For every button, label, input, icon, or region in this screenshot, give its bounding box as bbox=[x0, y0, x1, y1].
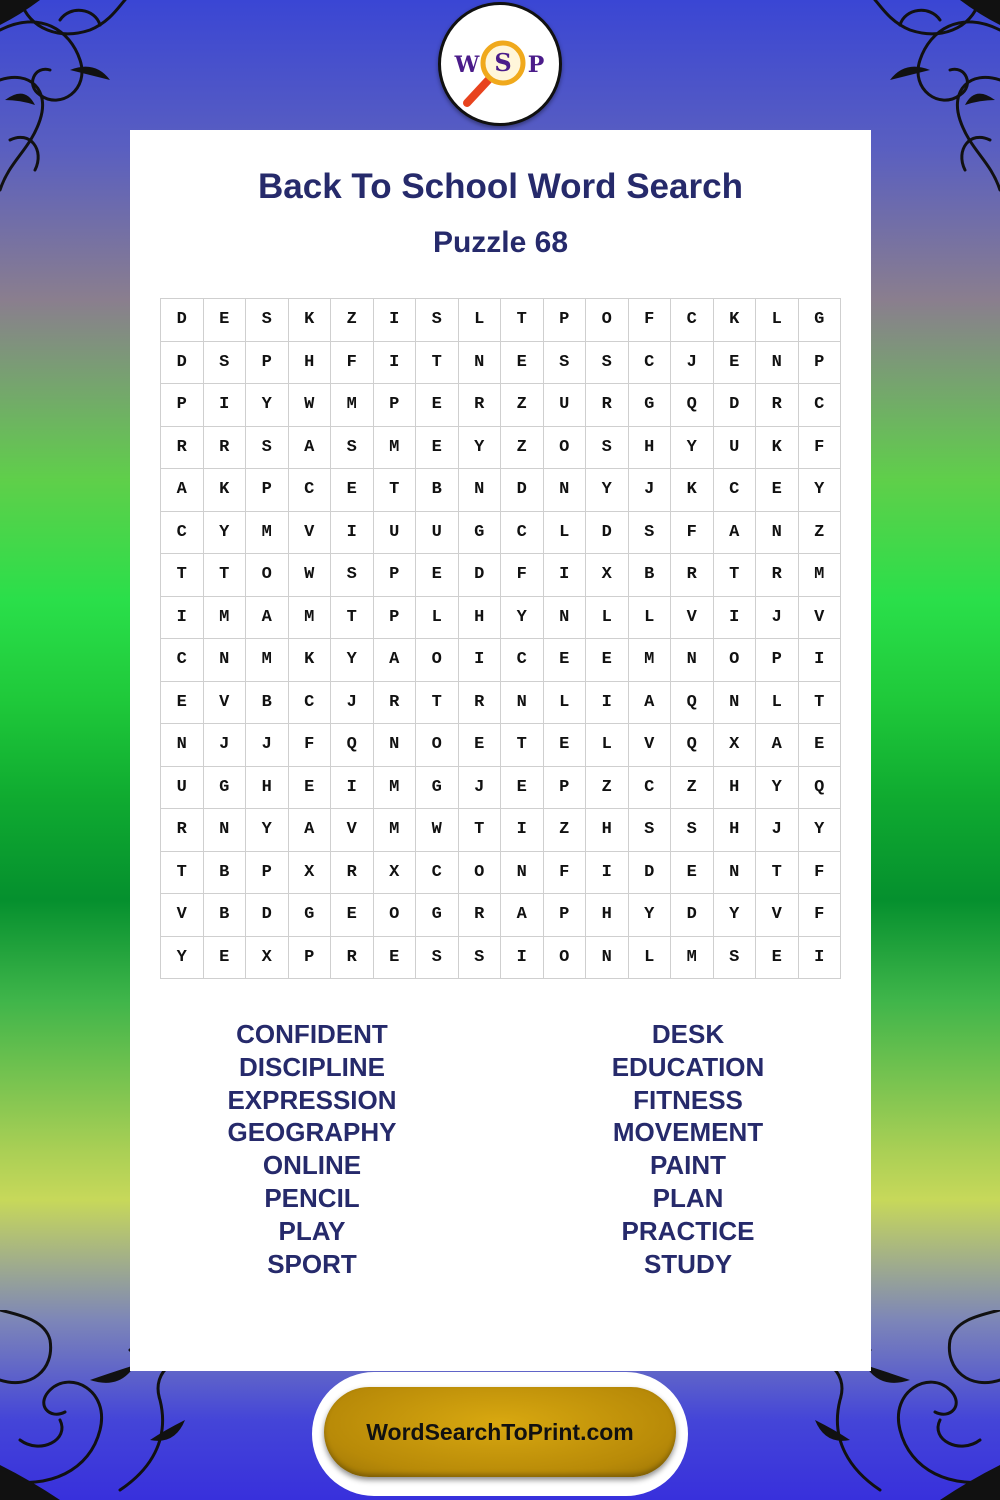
grid-cell[interactable]: S bbox=[459, 937, 502, 980]
grid-cell[interactable]: C bbox=[714, 469, 757, 512]
grid-cell[interactable]: L bbox=[586, 597, 629, 640]
grid-cell[interactable]: B bbox=[204, 894, 247, 937]
grid-cell[interactable]: P bbox=[799, 342, 842, 385]
grid-cell[interactable]: N bbox=[501, 852, 544, 895]
grid-cell[interactable]: A bbox=[161, 469, 204, 512]
grid-cell[interactable]: N bbox=[161, 724, 204, 767]
grid-cell[interactable]: I bbox=[459, 639, 502, 682]
grid-cell[interactable]: I bbox=[161, 597, 204, 640]
grid-cell[interactable]: Q bbox=[671, 682, 714, 725]
grid-cell[interactable]: E bbox=[756, 469, 799, 512]
grid-cell[interactable]: F bbox=[799, 894, 842, 937]
grid-cell[interactable]: N bbox=[714, 852, 757, 895]
grid-cell[interactable]: L bbox=[416, 597, 459, 640]
grid-cell[interactable]: I bbox=[331, 767, 374, 810]
grid-cell[interactable]: L bbox=[544, 512, 587, 555]
grid-cell[interactable]: G bbox=[459, 512, 502, 555]
grid-cell[interactable]: Y bbox=[459, 427, 502, 470]
grid-cell[interactable]: H bbox=[246, 767, 289, 810]
grid-cell[interactable]: Y bbox=[586, 469, 629, 512]
grid-cell[interactable]: O bbox=[544, 427, 587, 470]
word-list-item: EXPRESSION bbox=[227, 1084, 397, 1115]
grid-cell[interactable]: E bbox=[544, 639, 587, 682]
grid-cell[interactable]: H bbox=[629, 427, 672, 470]
grid-cell[interactable]: E bbox=[374, 937, 417, 980]
word-list-item: GEOGRAPHY bbox=[227, 1117, 397, 1148]
word-list-item: MOVEMENT bbox=[612, 1117, 764, 1148]
grid-cell[interactable]: T bbox=[501, 299, 544, 342]
grid-cell[interactable]: V bbox=[331, 809, 374, 852]
grid-cell[interactable]: Y bbox=[756, 767, 799, 810]
grid-cell[interactable]: Y bbox=[501, 597, 544, 640]
grid-cell[interactable]: R bbox=[459, 384, 502, 427]
grid-cell[interactable]: Y bbox=[161, 937, 204, 980]
grid-cell[interactable]: M bbox=[374, 809, 417, 852]
grid-cell[interactable]: F bbox=[629, 299, 672, 342]
grid-cell[interactable]: N bbox=[544, 469, 587, 512]
grid-cell[interactable]: N bbox=[204, 809, 247, 852]
grid-cell[interactable]: E bbox=[161, 682, 204, 725]
grid-cell[interactable]: O bbox=[246, 554, 289, 597]
grid-cell[interactable]: C bbox=[799, 384, 842, 427]
grid-cell[interactable]: M bbox=[374, 767, 417, 810]
grid-cell[interactable]: T bbox=[714, 554, 757, 597]
grid-cell[interactable]: C bbox=[161, 639, 204, 682]
grid-cell[interactable]: C bbox=[629, 767, 672, 810]
grid-cell[interactable]: S bbox=[671, 809, 714, 852]
grid-cell[interactable]: P bbox=[246, 342, 289, 385]
grid-cell[interactable]: E bbox=[331, 894, 374, 937]
grid-cell[interactable]: E bbox=[204, 299, 247, 342]
grid-cell[interactable]: D bbox=[161, 342, 204, 385]
grid-cell[interactable]: K bbox=[756, 427, 799, 470]
grid-cell[interactable]: K bbox=[204, 469, 247, 512]
grid-cell[interactable]: T bbox=[374, 469, 417, 512]
grid-cell[interactable]: I bbox=[374, 342, 417, 385]
grid-cell[interactable]: R bbox=[331, 937, 374, 980]
grid-cell[interactable]: A bbox=[289, 427, 332, 470]
grid-cell[interactable]: J bbox=[459, 767, 502, 810]
grid-cell[interactable]: W bbox=[416, 809, 459, 852]
grid-cell[interactable]: Z bbox=[671, 767, 714, 810]
grid-cell[interactable]: C bbox=[629, 342, 672, 385]
grid-cell[interactable]: T bbox=[331, 597, 374, 640]
grid-cell[interactable]: D bbox=[671, 894, 714, 937]
grid-cell[interactable]: V bbox=[204, 682, 247, 725]
grid-cell[interactable]: Z bbox=[331, 299, 374, 342]
grid-cell[interactable]: Y bbox=[331, 639, 374, 682]
grid-cell[interactable]: N bbox=[204, 639, 247, 682]
grid-cell[interactable]: S bbox=[246, 427, 289, 470]
word-list-item: SPORT bbox=[267, 1248, 357, 1279]
grid-cell[interactable]: N bbox=[756, 342, 799, 385]
grid-cell[interactable]: K bbox=[714, 299, 757, 342]
grid-cell[interactable]: S bbox=[416, 937, 459, 980]
site-link-label: WordSearchToPrint.com bbox=[366, 1418, 634, 1445]
grid-cell[interactable]: I bbox=[586, 852, 629, 895]
grid-cell[interactable]: E bbox=[671, 852, 714, 895]
grid-cell[interactable]: L bbox=[459, 299, 502, 342]
letter-grid[interactable] bbox=[160, 298, 841, 979]
grid-cell[interactable]: L bbox=[629, 597, 672, 640]
ornament-corner-top-right bbox=[860, 0, 1000, 200]
grid-cell[interactable]: M bbox=[204, 597, 247, 640]
ornament-corner-top-left bbox=[0, 0, 140, 200]
grid-cell[interactable]: P bbox=[544, 894, 587, 937]
grid-cell[interactable]: W bbox=[289, 384, 332, 427]
grid-cell[interactable]: N bbox=[544, 597, 587, 640]
grid-cell[interactable]: E bbox=[799, 724, 842, 767]
grid-cell[interactable]: R bbox=[756, 384, 799, 427]
grid-cell[interactable]: N bbox=[374, 724, 417, 767]
grid-cell[interactable]: G bbox=[204, 767, 247, 810]
grid-cell[interactable]: D bbox=[714, 384, 757, 427]
grid-cell[interactable]: F bbox=[289, 724, 332, 767]
grid-cell[interactable]: L bbox=[629, 937, 672, 980]
grid-cell[interactable]: I bbox=[204, 384, 247, 427]
word-list-item: STUDY bbox=[643, 1248, 733, 1279]
grid-cell[interactable]: G bbox=[799, 299, 842, 342]
grid-cell[interactable]: J bbox=[204, 724, 247, 767]
magnifier-icon bbox=[441, 5, 559, 123]
grid-cell[interactable]: A bbox=[374, 639, 417, 682]
grid-cell[interactable]: O bbox=[544, 937, 587, 980]
grid-cell[interactable]: H bbox=[586, 809, 629, 852]
grid-cell[interactable]: X bbox=[714, 724, 757, 767]
grid-cell[interactable]: R bbox=[331, 852, 374, 895]
grid-cell[interactable]: B bbox=[629, 554, 672, 597]
word-list-item: PLAY bbox=[278, 1215, 346, 1246]
word-list-right bbox=[558, 1018, 818, 1280]
grid-cell[interactable]: G bbox=[416, 767, 459, 810]
grid-cell[interactable]: M bbox=[374, 427, 417, 470]
grid-cell[interactable]: X bbox=[246, 937, 289, 980]
grid-cell[interactable]: R bbox=[459, 894, 502, 937]
grid-cell[interactable]: T bbox=[204, 554, 247, 597]
grid-cell[interactable]: J bbox=[331, 682, 374, 725]
grid-cell[interactable]: I bbox=[544, 554, 587, 597]
grid-cell[interactable]: J bbox=[756, 597, 799, 640]
grid-cell[interactable]: A bbox=[289, 809, 332, 852]
grid-cell[interactable]: F bbox=[331, 342, 374, 385]
grid-cell[interactable]: J bbox=[629, 469, 672, 512]
grid-cell[interactable]: M bbox=[671, 937, 714, 980]
grid-cell[interactable]: N bbox=[586, 937, 629, 980]
grid-cell[interactable]: E bbox=[331, 469, 374, 512]
grid-cell[interactable]: H bbox=[586, 894, 629, 937]
grid-cell[interactable]: G bbox=[629, 384, 672, 427]
grid-cell[interactable]: A bbox=[501, 894, 544, 937]
word-list-item: DISCIPLINE bbox=[239, 1051, 385, 1082]
grid-cell[interactable]: D bbox=[459, 554, 502, 597]
grid-cell[interactable]: R bbox=[204, 427, 247, 470]
grid-cell[interactable]: I bbox=[799, 639, 842, 682]
grid-cell[interactable]: H bbox=[289, 342, 332, 385]
grid-cell[interactable]: I bbox=[714, 597, 757, 640]
logo-letter-p: P bbox=[527, 52, 545, 78]
word-list-item: PLAN bbox=[652, 1182, 724, 1213]
grid-cell[interactable]: E bbox=[416, 384, 459, 427]
grid-cell[interactable]: R bbox=[586, 384, 629, 427]
grid-cell[interactable]: S bbox=[331, 427, 374, 470]
grid-cell[interactable]: H bbox=[714, 767, 757, 810]
puzzle-number: Puzzle 68 bbox=[432, 226, 569, 259]
grid-cell[interactable]: N bbox=[671, 639, 714, 682]
grid-cell[interactable]: S bbox=[714, 937, 757, 980]
grid-cell[interactable]: S bbox=[204, 342, 247, 385]
grid-cell[interactable]: C bbox=[289, 682, 332, 725]
grid-cell[interactable]: Z bbox=[501, 427, 544, 470]
grid-cell[interactable]: F bbox=[671, 512, 714, 555]
grid-cell[interactable]: S bbox=[586, 427, 629, 470]
grid-cell[interactable]: F bbox=[544, 852, 587, 895]
grid-cell[interactable]: P bbox=[756, 639, 799, 682]
grid-cell[interactable]: Q bbox=[799, 767, 842, 810]
grid-cell[interactable]: M bbox=[289, 597, 332, 640]
grid-cell[interactable]: S bbox=[246, 299, 289, 342]
grid-cell[interactable]: T bbox=[416, 342, 459, 385]
grid-cell[interactable]: O bbox=[374, 894, 417, 937]
word-list-item: PAINT bbox=[649, 1150, 727, 1181]
grid-cell[interactable]: B bbox=[246, 682, 289, 725]
grid-cell[interactable]: W bbox=[289, 554, 332, 597]
word-list-item: PRACTICE bbox=[621, 1215, 755, 1246]
grid-cell[interactable]: O bbox=[416, 639, 459, 682]
logo-letter-w: W bbox=[454, 52, 480, 78]
grid-cell[interactable]: E bbox=[501, 767, 544, 810]
grid-cell[interactable]: B bbox=[416, 469, 459, 512]
grid-cell[interactable]: O bbox=[416, 724, 459, 767]
word-list-item: FITNESS bbox=[633, 1084, 743, 1115]
word-list-item: PENCIL bbox=[264, 1182, 360, 1213]
grid-cell[interactable]: K bbox=[289, 639, 332, 682]
grid-cell[interactable]: Z bbox=[544, 809, 587, 852]
grid-cell[interactable]: Y bbox=[246, 809, 289, 852]
grid-cell[interactable]: T bbox=[416, 682, 459, 725]
grid-cell[interactable]: L bbox=[586, 724, 629, 767]
grid-cell[interactable]: Y bbox=[799, 809, 842, 852]
grid-cell[interactable]: M bbox=[246, 639, 289, 682]
grid-cell[interactable]: D bbox=[586, 512, 629, 555]
grid-cell[interactable]: R bbox=[756, 554, 799, 597]
grid-cell[interactable]: Y bbox=[671, 427, 714, 470]
grid-cell[interactable]: T bbox=[799, 682, 842, 725]
grid-cell[interactable]: A bbox=[714, 512, 757, 555]
grid-cell[interactable]: D bbox=[629, 852, 672, 895]
grid-cell[interactable]: E bbox=[544, 724, 587, 767]
grid-cell[interactable]: P bbox=[161, 384, 204, 427]
grid-cell[interactable]: E bbox=[586, 639, 629, 682]
word-list-item: CONFIDENT bbox=[236, 1019, 388, 1049]
grid-cell[interactable]: J bbox=[756, 809, 799, 852]
grid-cell[interactable]: T bbox=[501, 724, 544, 767]
grid-cell[interactable]: I bbox=[331, 512, 374, 555]
grid-cell[interactable]: J bbox=[671, 342, 714, 385]
grid-cell[interactable]: I bbox=[799, 937, 842, 980]
grid-cell[interactable]: G bbox=[416, 894, 459, 937]
grid-cell[interactable]: T bbox=[161, 554, 204, 597]
grid-cell[interactable]: F bbox=[501, 554, 544, 597]
grid-cell[interactable]: U bbox=[161, 767, 204, 810]
grid-cell[interactable]: P bbox=[374, 597, 417, 640]
grid-cell[interactable]: Q bbox=[671, 384, 714, 427]
grid-cell[interactable]: S bbox=[544, 342, 587, 385]
grid-cell[interactable]: I bbox=[501, 809, 544, 852]
grid-cell[interactable]: A bbox=[756, 724, 799, 767]
page-title: Back To School Word Search bbox=[258, 167, 743, 206]
grid-cell[interactable]: M bbox=[246, 512, 289, 555]
grid-cell[interactable]: D bbox=[161, 299, 204, 342]
grid-cell[interactable]: H bbox=[714, 809, 757, 852]
grid-cell[interactable]: Z bbox=[799, 512, 842, 555]
grid-cell[interactable]: O bbox=[459, 852, 502, 895]
grid-cell[interactable]: V bbox=[161, 894, 204, 937]
grid-cell[interactable]: D bbox=[246, 894, 289, 937]
grid-cell[interactable]: Z bbox=[501, 384, 544, 427]
grid-cell[interactable]: C bbox=[416, 852, 459, 895]
grid-cell[interactable]: F bbox=[799, 427, 842, 470]
grid-cell[interactable]: S bbox=[629, 809, 672, 852]
grid-cell[interactable]: K bbox=[671, 469, 714, 512]
grid-cell[interactable]: T bbox=[756, 852, 799, 895]
grid-cell[interactable]: Y bbox=[246, 384, 289, 427]
logo-letter-s: S bbox=[494, 48, 512, 77]
grid-cell[interactable]: B bbox=[204, 852, 247, 895]
grid-cell[interactable]: Q bbox=[331, 724, 374, 767]
site-link-button[interactable] bbox=[324, 1387, 676, 1477]
grid-cell[interactable]: R bbox=[374, 682, 417, 725]
grid-cell[interactable]: M bbox=[629, 639, 672, 682]
grid-cell[interactable]: V bbox=[289, 512, 332, 555]
grid-cell[interactable]: Q bbox=[671, 724, 714, 767]
grid-cell[interactable]: P bbox=[246, 852, 289, 895]
grid-cell[interactable]: O bbox=[586, 299, 629, 342]
grid-cell[interactable]: U bbox=[374, 512, 417, 555]
grid-cell[interactable]: E bbox=[756, 937, 799, 980]
grid-cell[interactable]: P bbox=[289, 937, 332, 980]
grid-cell[interactable]: K bbox=[289, 299, 332, 342]
puzzle-panel bbox=[130, 130, 871, 1371]
grid-cell[interactable]: M bbox=[331, 384, 374, 427]
grid-cell[interactable]: Z bbox=[586, 767, 629, 810]
grid-cell[interactable]: V bbox=[756, 894, 799, 937]
grid-cell[interactable]: I bbox=[501, 937, 544, 980]
grid-cell[interactable]: C bbox=[161, 512, 204, 555]
grid-cell[interactable]: N bbox=[756, 512, 799, 555]
grid-cell[interactable]: R bbox=[161, 809, 204, 852]
grid-cell[interactable]: N bbox=[459, 469, 502, 512]
grid-cell[interactable]: X bbox=[374, 852, 417, 895]
grid-cell[interactable]: F bbox=[799, 852, 842, 895]
grid-cell[interactable]: G bbox=[289, 894, 332, 937]
grid-cell[interactable]: V bbox=[671, 597, 714, 640]
grid-cell[interactable]: V bbox=[799, 597, 842, 640]
grid-cell[interactable]: L bbox=[544, 682, 587, 725]
grid-cell[interactable]: C bbox=[501, 512, 544, 555]
grid-cell[interactable]: Y bbox=[204, 512, 247, 555]
grid-cell[interactable]: U bbox=[714, 427, 757, 470]
grid-cell[interactable]: I bbox=[374, 299, 417, 342]
grid-cell[interactable]: E bbox=[204, 937, 247, 980]
grid-cell[interactable]: V bbox=[629, 724, 672, 767]
grid-cell[interactable]: E bbox=[416, 554, 459, 597]
grid-cell[interactable]: C bbox=[501, 639, 544, 682]
word-list-item: EDUCATION bbox=[611, 1051, 765, 1082]
grid-cell[interactable]: E bbox=[289, 767, 332, 810]
grid-cell[interactable]: E bbox=[501, 342, 544, 385]
grid-cell[interactable]: U bbox=[544, 384, 587, 427]
grid-cell[interactable]: J bbox=[246, 724, 289, 767]
grid-cell[interactable]: A bbox=[629, 682, 672, 725]
word-list-left bbox=[182, 1018, 442, 1280]
grid-cell[interactable]: S bbox=[586, 342, 629, 385]
grid-cell[interactable]: L bbox=[756, 682, 799, 725]
word-list-item: ONLINE bbox=[262, 1150, 362, 1181]
grid-cell[interactable]: N bbox=[501, 682, 544, 725]
grid-cell[interactable]: X bbox=[586, 554, 629, 597]
grid-cell[interactable]: D bbox=[501, 469, 544, 512]
grid-cell[interactable]: T bbox=[161, 852, 204, 895]
grid-cell[interactable]: N bbox=[714, 682, 757, 725]
grid-cell[interactable]: O bbox=[714, 639, 757, 682]
grid-cell[interactable]: C bbox=[671, 299, 714, 342]
grid-cell[interactable]: R bbox=[671, 554, 714, 597]
grid-cell[interactable]: Y bbox=[629, 894, 672, 937]
grid-cell[interactable]: S bbox=[629, 512, 672, 555]
grid-cell[interactable]: P bbox=[544, 767, 587, 810]
grid-cell[interactable]: A bbox=[246, 597, 289, 640]
grid-cell[interactable]: S bbox=[416, 299, 459, 342]
grid-cell[interactable]: P bbox=[544, 299, 587, 342]
grid-cell[interactable]: E bbox=[416, 427, 459, 470]
grid-cell[interactable]: S bbox=[331, 554, 374, 597]
grid-cell[interactable]: H bbox=[459, 597, 502, 640]
grid-cell[interactable]: U bbox=[416, 512, 459, 555]
grid-cell[interactable]: R bbox=[161, 427, 204, 470]
grid-cell[interactable]: M bbox=[799, 554, 842, 597]
grid-cell[interactable]: P bbox=[374, 384, 417, 427]
grid-cell[interactable]: E bbox=[459, 724, 502, 767]
grid-cell[interactable]: L bbox=[756, 299, 799, 342]
grid-cell[interactable]: P bbox=[246, 469, 289, 512]
grid-cell[interactable]: P bbox=[374, 554, 417, 597]
grid-cell[interactable]: T bbox=[459, 809, 502, 852]
grid-cell[interactable]: N bbox=[459, 342, 502, 385]
grid-cell[interactable]: X bbox=[289, 852, 332, 895]
grid-cell[interactable]: E bbox=[714, 342, 757, 385]
grid-cell[interactable]: C bbox=[289, 469, 332, 512]
grid-cell[interactable]: Y bbox=[799, 469, 842, 512]
grid-cell[interactable]: I bbox=[586, 682, 629, 725]
site-logo[interactable] bbox=[438, 2, 562, 126]
grid-cell[interactable]: R bbox=[459, 682, 502, 725]
word-list-item: DESK bbox=[651, 1019, 725, 1049]
grid-cell[interactable]: Y bbox=[714, 894, 757, 937]
